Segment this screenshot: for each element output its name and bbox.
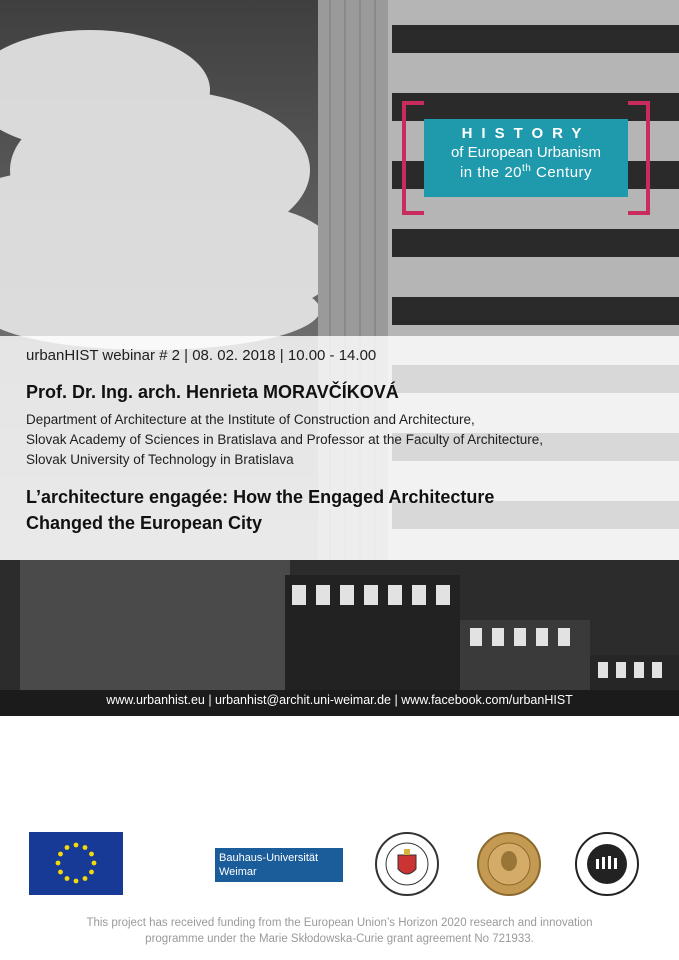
eu-flag-logo [29,832,123,895]
blekinge-institute-seal-logo [574,831,640,897]
bauhaus-logo-line: Weimar [219,866,257,878]
logo-line-european-urbanism: of European Urbanism [450,144,602,161]
funding-notice [30,915,649,947]
contact-links[interactable]: www.urbanhist.eu | urbanhist@archit.uni-weimar.de | www.facebook.com/urbanHIST [106,693,573,707]
webinar-info: urbanHIST webinar # 2 | 08. 02. 2018 | 10.00 - 14.00 [26,347,377,364]
speaker-name: Prof. Dr. Ing. arch. Henrieta MORAVČÍKOVÁ [26,382,399,402]
salamanca-seal-logo [374,831,440,897]
logo-line-century: in the 20th Century [459,163,593,181]
bauhaus-logo-line: Bauhaus-Universität [219,852,319,864]
talk-title-line: Changed the European City [26,513,263,533]
bauhaus-university-logo [215,848,343,882]
logo-bracket-left [402,101,424,215]
talk-title-line: L’architecture engagée: How the Engaged Architecture [26,487,495,507]
kosice-university-seal-logo [476,831,542,897]
logo-bracket-right [628,101,650,215]
affiliation-line: Slovak University of Technology in Bratislava [26,452,294,467]
logo-line-history: HISTORY [461,125,591,142]
funding-line: This project has received funding from the European Union’s Horizon 2020 research and innovation [86,917,593,929]
affiliation-line: Slovak Academy of Sciences in Bratislava and Professor at the Faculty of Architecture, [26,432,544,447]
partner-logos [0,828,679,900]
history-logo [402,101,650,215]
speaker-affiliation [26,410,666,470]
affiliation-line: Department of Architecture at the Institute of Construction and Architecture, [26,412,475,427]
logo-box [424,119,628,197]
talk-title [26,484,666,536]
funding-line: programme under the Marie Skłodowska-Curie grant agreement No 721933. [145,933,534,945]
